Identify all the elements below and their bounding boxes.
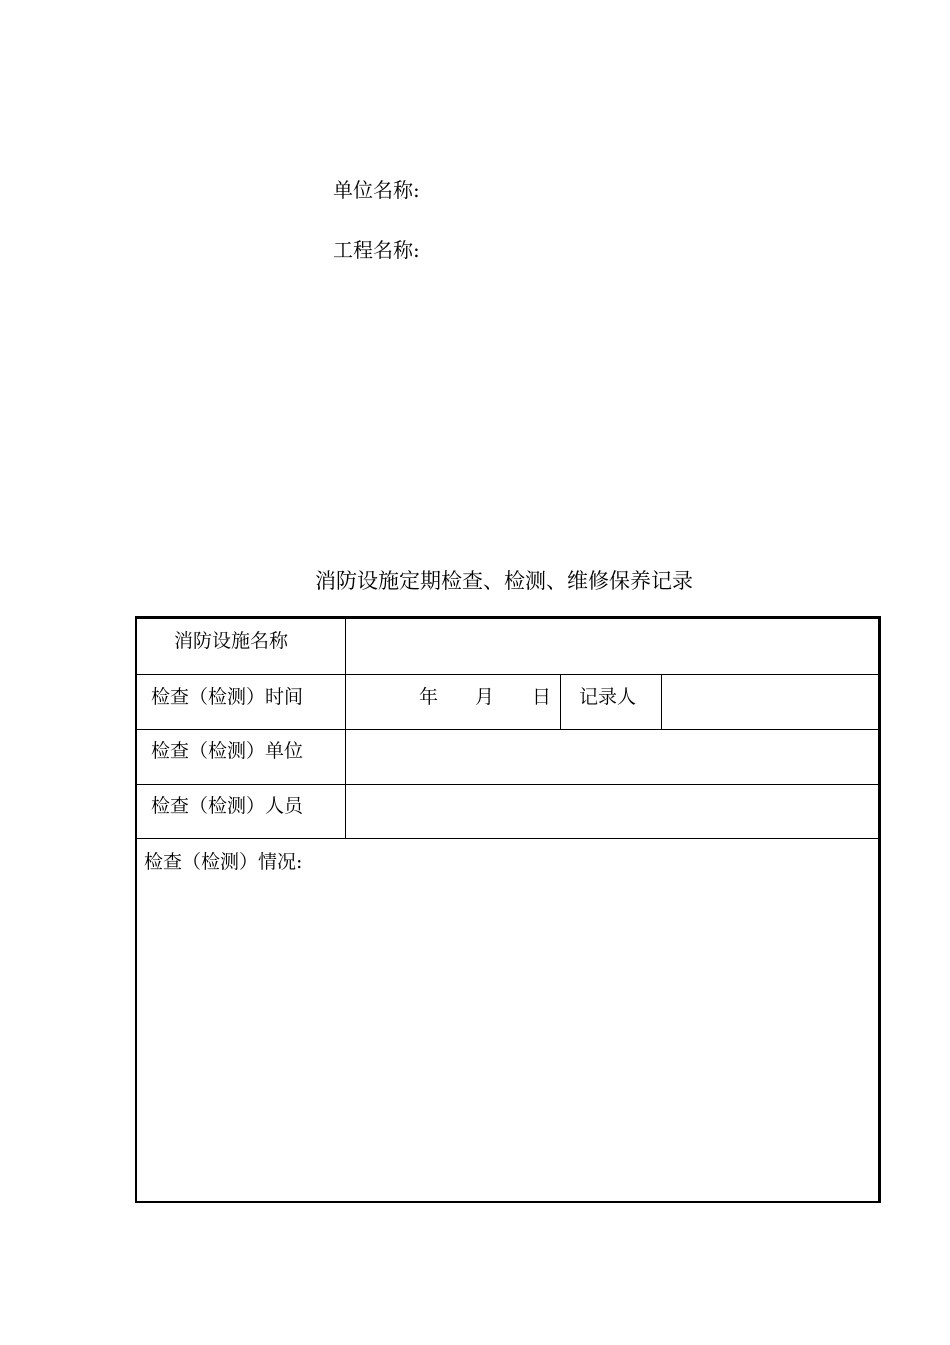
inspection-unit-label: 检查（检测）单位	[151, 740, 304, 762]
inspection-personnel-label: 检查（检测）人员	[151, 795, 304, 817]
project-name-label: 工程名称:	[333, 238, 420, 262]
recorder-field[interactable]	[663, 675, 879, 729]
record-table	[135, 616, 881, 1203]
row-divider	[137, 838, 878, 839]
facility-name-field[interactable]	[347, 619, 879, 673]
year-label: 年	[419, 686, 439, 708]
form-title: 消防设施定期检查、检测、维修保养记录	[315, 569, 693, 593]
inspection-personnel-field[interactable]	[347, 785, 879, 838]
inspection-situation-field[interactable]	[137, 879, 879, 1179]
column-divider	[661, 674, 662, 729]
column-divider	[345, 619, 346, 839]
inspection-time-label: 检查（检测）时间	[151, 686, 304, 708]
facility-name-label: 消防设施名称	[174, 630, 289, 652]
column-divider	[560, 674, 561, 729]
month-label: 月	[475, 686, 495, 708]
day-label: 日	[532, 686, 552, 708]
recorder-label: 记录人	[579, 686, 637, 708]
inspection-situation-label: 检查（检测）情况:	[144, 851, 303, 873]
inspection-unit-field[interactable]	[347, 730, 879, 784]
unit-name-label: 单位名称:	[333, 178, 420, 202]
